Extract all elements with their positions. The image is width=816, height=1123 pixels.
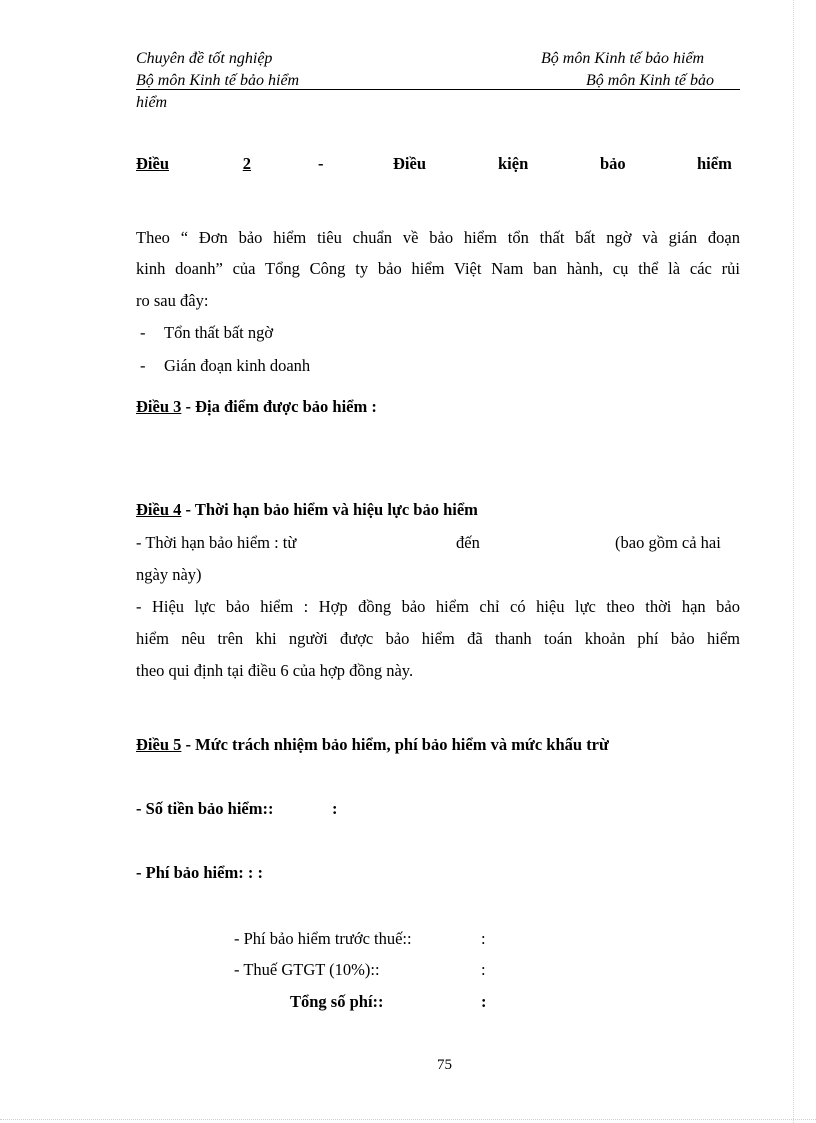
dieu2-word-4: hiểm [697, 154, 732, 173]
bullet-item-1: Tổn thất bất ngờ [164, 323, 274, 342]
bullet-dash: - [140, 323, 146, 342]
pre-tax-colon: : [481, 929, 486, 948]
dieu3-label: Điều 3 [136, 397, 182, 416]
sum-insured-colon: : [332, 799, 338, 818]
dieu4-label: Điều 4 [136, 500, 182, 519]
dieu4-effect-line-3: theo qui định tại điều 6 của hợp đồng này. [136, 661, 414, 680]
total-fee-colon: : [481, 992, 487, 1011]
bullet-item-2: Gián đoạn kinh doanh [164, 356, 311, 375]
dieu2-para-line-3: ro sau đây: [136, 291, 209, 310]
vat-colon: : [481, 960, 486, 979]
dieu4-term-a: - Thời hạn bảo hiểm : từ [136, 533, 297, 552]
dieu4-term-cont: ngày này) [136, 565, 202, 584]
dieu4-effect-line-1: - Hiệu lực bảo hiểm : Hợp đồng bảo hiểm chỉ có hiệu lực theo thời hạn bảo [136, 597, 740, 616]
dieu4-term-c: (bao gồm cả hai [615, 533, 721, 552]
header-rule [136, 89, 740, 90]
dieu2-word-1: Điều [393, 154, 426, 173]
dieu2-word-2: kiện [498, 154, 529, 173]
header-left-1: Chuyên đề tốt nghiệp [136, 50, 273, 67]
bullet-dash: - [140, 356, 146, 375]
header-line-3: hiểm [136, 94, 168, 111]
dieu4-term-b: đến [456, 533, 480, 552]
page-right-edge [793, 0, 794, 1123]
dieu2-dash: - [318, 154, 324, 173]
dieu5-label: Điều 5 [136, 735, 182, 754]
dieu4-title: - Thời hạn bảo hiểm và hiệu lực bảo hiểm [181, 500, 478, 519]
page-number: 75 [437, 1057, 452, 1073]
sum-insured-label: - Số tiền bảo hiểm:: [136, 799, 274, 818]
header-right-1: Bộ môn Kinh tế bảo hiểm [541, 50, 705, 67]
dieu5-title: - Mức trách nhiệm bảo hiểm, phí bảo hiểm và mức khấu trừ [181, 735, 609, 754]
header-left-2: Bộ môn Kinh tế bảo hiểm [136, 72, 300, 89]
dieu3-heading [136, 397, 377, 417]
pre-tax-label: - Phí bảo hiểm trước thuế:: [234, 929, 412, 948]
dieu5-heading [136, 735, 609, 755]
dieu3-title: - Địa điểm được bảo hiểm : [181, 397, 377, 416]
dieu2-para-line-1: Theo “ Đơn bảo hiểm tiêu chuẩn về bảo hiểm tổn thất bất ngờ và gián đoạn [136, 228, 740, 247]
dieu2-label: Điều [136, 154, 169, 173]
page-bottom-edge [0, 1119, 816, 1120]
dieu2-para-line-2: kinh doanh” của Tổng Công ty bảo hiểm Việt Nam ban hành, cụ thể là các rủi [136, 259, 740, 278]
vat-label: - Thuế GTGT (10%):: [234, 960, 380, 979]
total-fee-label: Tổng số phí:: [290, 992, 384, 1011]
header-right-2: Bộ môn Kinh tế bảo [586, 72, 714, 89]
dieu2-number: 2 [242, 154, 251, 173]
premium-label: - Phí bảo hiểm: : : [136, 863, 263, 882]
dieu4-effect-line-2: hiểm nêu trên khi người được bảo hiểm đã thanh toán khoản phí bảo hiểm [136, 629, 740, 648]
dieu2-word-3: bảo [600, 154, 626, 173]
dieu4-heading [136, 500, 478, 520]
